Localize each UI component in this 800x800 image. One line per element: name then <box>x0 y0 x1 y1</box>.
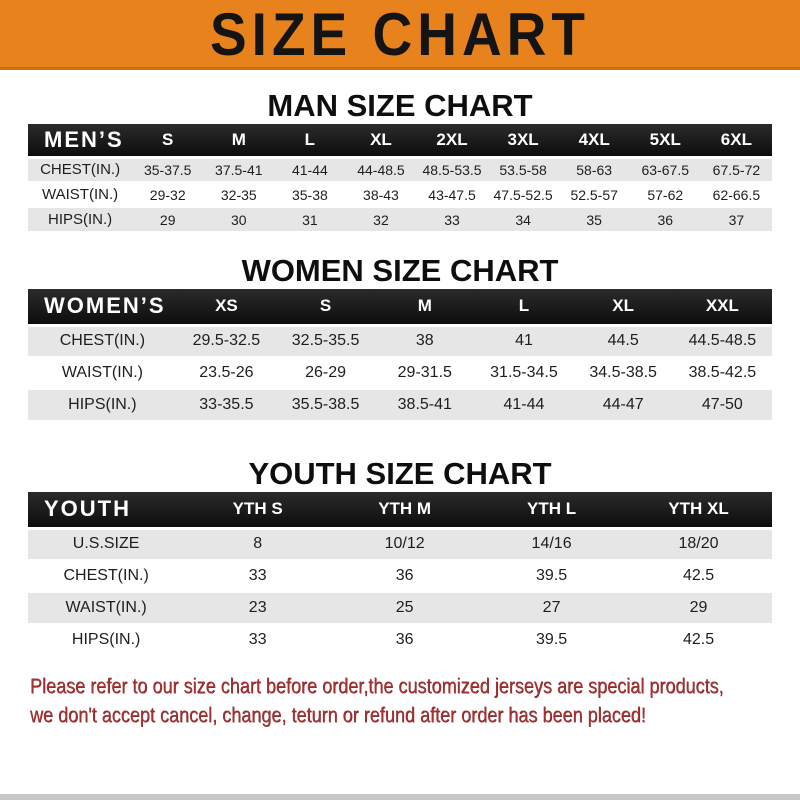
value-cell: 35.5-38.5 <box>276 389 375 421</box>
column-header: 3XL <box>488 124 559 157</box>
value-cell: 53.5-58 <box>488 157 559 182</box>
value-cell: 31.5-34.5 <box>474 357 573 389</box>
value-cell: 43-47.5 <box>416 182 487 207</box>
value-cell: 34.5-38.5 <box>574 357 673 389</box>
value-cell: 29 <box>625 592 772 624</box>
value-cell: 62-66.5 <box>701 182 772 207</box>
footer-line-1: Please refer to our size chart before order,the customized jerseys are special products, <box>30 674 724 698</box>
table-row <box>28 182 772 207</box>
value-cell: 44.5 <box>574 325 673 357</box>
value-cell: 33 <box>184 624 331 656</box>
column-header: XL <box>345 124 416 157</box>
table-row <box>28 528 772 560</box>
row-label: WAIST(IN.) <box>28 357 177 389</box>
value-cell: 44-47 <box>574 389 673 421</box>
row-label: HIPS(IN.) <box>28 624 184 656</box>
value-cell: 29-32 <box>132 182 203 207</box>
value-cell: 48.5-53.5 <box>416 157 487 182</box>
column-header: M <box>375 289 474 325</box>
row-label: CHEST(IN.) <box>28 157 132 182</box>
column-header: 4XL <box>559 124 630 157</box>
value-cell: 42.5 <box>625 560 772 592</box>
value-cell: 38 <box>375 325 474 357</box>
value-cell: 38.5-42.5 <box>673 357 772 389</box>
value-cell: 52.5-57 <box>559 182 630 207</box>
value-cell: 14/16 <box>478 528 625 560</box>
value-cell: 33-35.5 <box>177 389 276 421</box>
size-chart-banner <box>0 0 800 70</box>
column-header: YTH M <box>331 492 478 528</box>
value-cell: 36 <box>331 560 478 592</box>
table-row <box>28 592 772 624</box>
table-row <box>28 389 772 421</box>
value-cell: 34 <box>488 207 559 232</box>
column-header: 2XL <box>416 124 487 157</box>
footer-note <box>0 672 800 730</box>
banner-title: SIZE CHART <box>210 0 590 68</box>
table-header-row <box>28 492 772 528</box>
value-cell: 26-29 <box>276 357 375 389</box>
value-cell: 35-38 <box>274 182 345 207</box>
value-cell: 38-43 <box>345 182 416 207</box>
row-label: U.S.SIZE <box>28 528 184 560</box>
value-cell: 32 <box>345 207 416 232</box>
value-cell: 32-35 <box>203 182 274 207</box>
youth-size-table <box>28 492 772 657</box>
table-row <box>28 560 772 592</box>
value-cell: 23.5-26 <box>177 357 276 389</box>
value-cell: 35 <box>559 207 630 232</box>
table-corner-label: MEN’S <box>28 124 132 157</box>
footer-line-2: we don't accept cancel, change, teturn or refund after order has been placed! <box>30 703 646 727</box>
value-cell: 47-50 <box>673 389 772 421</box>
column-header: 6XL <box>701 124 772 157</box>
women-section-title: WOMEN SIZE CHART <box>241 253 559 288</box>
column-header: XXL <box>673 289 772 325</box>
value-cell: 18/20 <box>625 528 772 560</box>
table-row <box>28 207 772 232</box>
value-cell: 29-31.5 <box>375 357 474 389</box>
row-label: HIPS(IN.) <box>28 389 177 421</box>
value-cell: 41-44 <box>274 157 345 182</box>
value-cell: 39.5 <box>478 624 625 656</box>
value-cell: 23 <box>184 592 331 624</box>
value-cell: 33 <box>184 560 331 592</box>
column-header: S <box>276 289 375 325</box>
table-corner-label: YOUTH <box>28 492 184 528</box>
column-header: L <box>474 289 573 325</box>
value-cell: 37.5-41 <box>203 157 274 182</box>
youth-section-title: YOUTH SIZE CHART <box>248 456 552 491</box>
value-cell: 38.5-41 <box>375 389 474 421</box>
value-cell: 39.5 <box>478 560 625 592</box>
man-section-title: MAN SIZE CHART <box>267 88 533 123</box>
value-cell: 29 <box>132 207 203 232</box>
value-cell: 41 <box>474 325 573 357</box>
row-label: HIPS(IN.) <box>28 207 132 232</box>
column-header: L <box>274 124 345 157</box>
bottom-strip <box>0 794 800 800</box>
value-cell: 29.5-32.5 <box>177 325 276 357</box>
value-cell: 37 <box>701 207 772 232</box>
column-header: M <box>203 124 274 157</box>
value-cell: 32.5-35.5 <box>276 325 375 357</box>
column-header: YTH XL <box>625 492 772 528</box>
table-row <box>28 157 772 182</box>
women-size-table <box>28 289 772 422</box>
value-cell: 42.5 <box>625 624 772 656</box>
value-cell: 25 <box>331 592 478 624</box>
column-header: XS <box>177 289 276 325</box>
table-row <box>28 624 772 656</box>
value-cell: 44.5-48.5 <box>673 325 772 357</box>
value-cell: 27 <box>478 592 625 624</box>
table-header-row <box>28 124 772 157</box>
value-cell: 67.5-72 <box>701 157 772 182</box>
value-cell: 30 <box>203 207 274 232</box>
table-header-row <box>28 289 772 325</box>
value-cell: 36 <box>331 624 478 656</box>
column-header: XL <box>574 289 673 325</box>
man-size-table <box>28 124 772 233</box>
column-header: YTH L <box>478 492 625 528</box>
row-label: WAIST(IN.) <box>28 592 184 624</box>
table-row <box>28 325 772 357</box>
row-label: WAIST(IN.) <box>28 182 132 207</box>
value-cell: 33 <box>416 207 487 232</box>
value-cell: 36 <box>630 207 701 232</box>
row-label: CHEST(IN.) <box>28 560 184 592</box>
value-cell: 35-37.5 <box>132 157 203 182</box>
value-cell: 57-62 <box>630 182 701 207</box>
column-header: 5XL <box>630 124 701 157</box>
value-cell: 10/12 <box>331 528 478 560</box>
table-corner-label: WOMEN’S <box>28 289 177 325</box>
column-header: S <box>132 124 203 157</box>
value-cell: 8 <box>184 528 331 560</box>
value-cell: 47.5-52.5 <box>488 182 559 207</box>
value-cell: 41-44 <box>474 389 573 421</box>
column-header: YTH S <box>184 492 331 528</box>
value-cell: 58-63 <box>559 157 630 182</box>
row-label: CHEST(IN.) <box>28 325 177 357</box>
value-cell: 44-48.5 <box>345 157 416 182</box>
table-row <box>28 357 772 389</box>
value-cell: 63-67.5 <box>630 157 701 182</box>
value-cell: 31 <box>274 207 345 232</box>
